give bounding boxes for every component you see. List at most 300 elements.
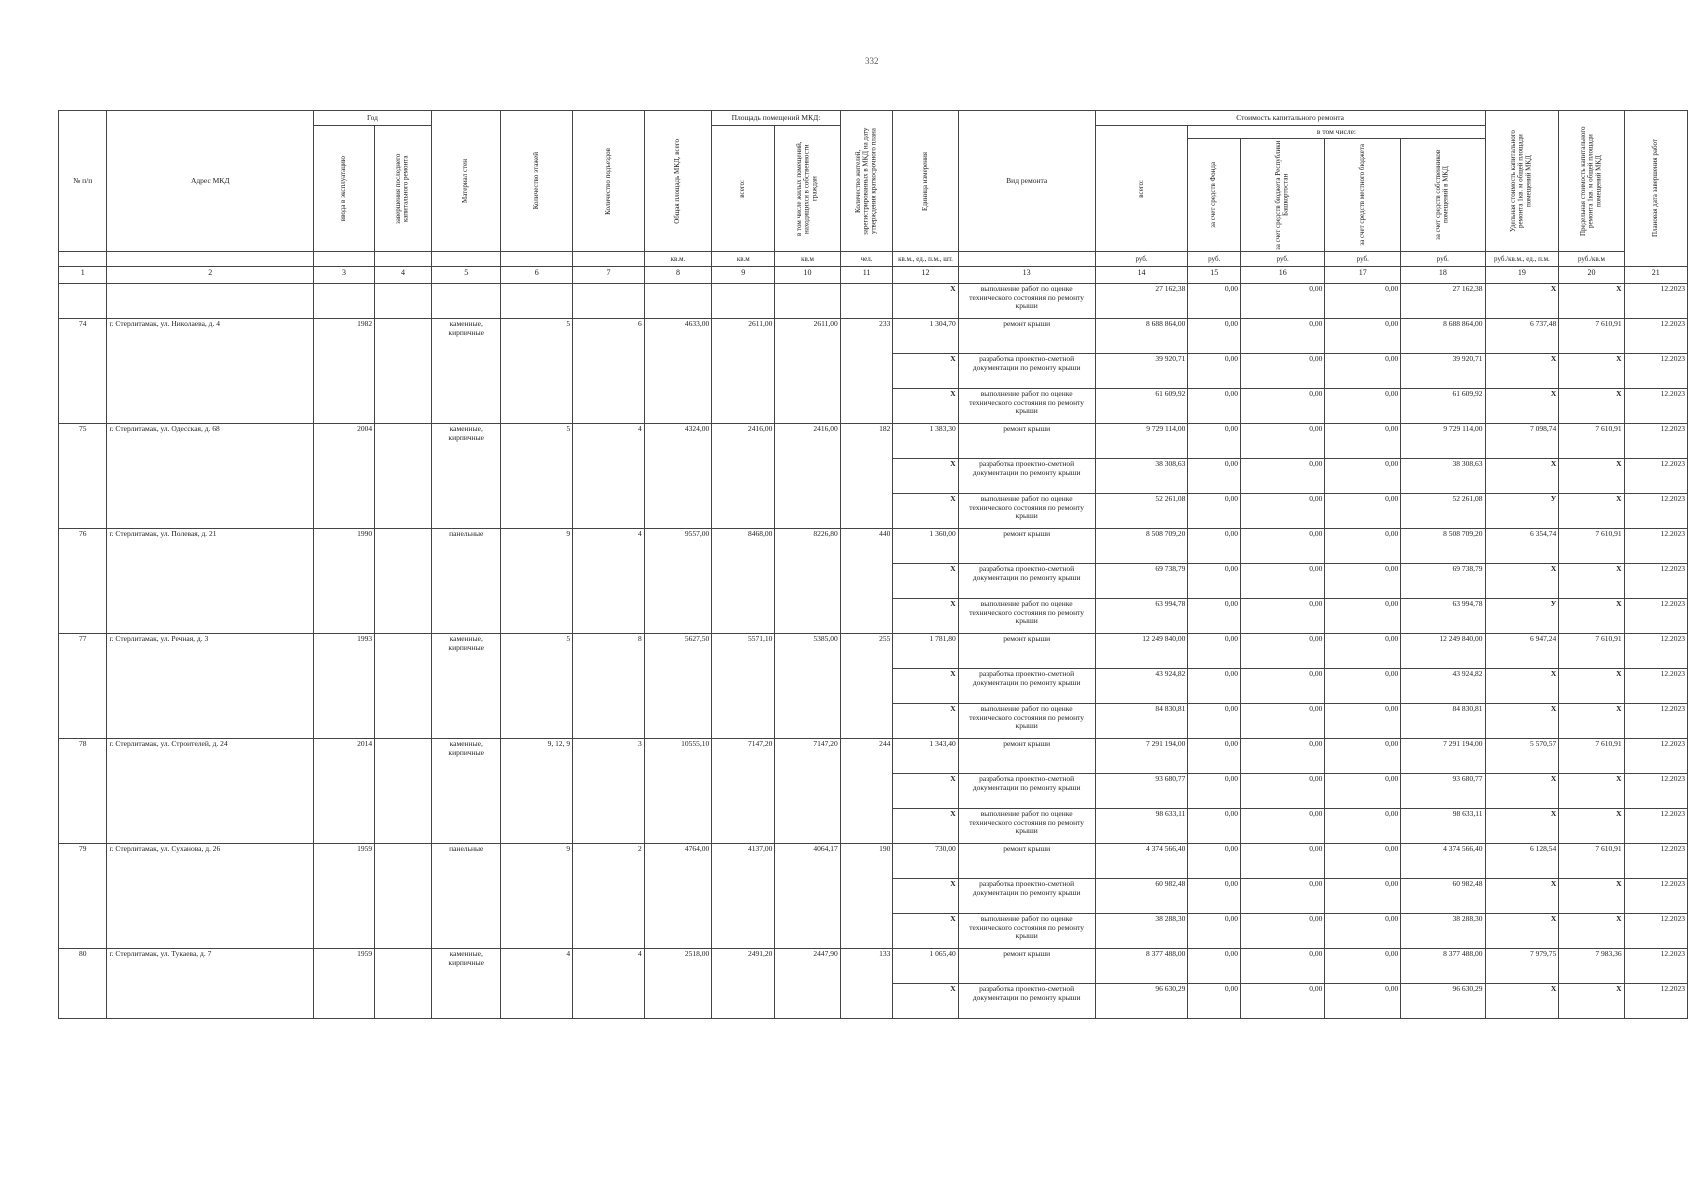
premises-area-cell: 4137,00 — [712, 844, 775, 949]
cost-republic-cell: 0,00 — [1241, 844, 1325, 879]
cost-fund-cell: 0,00 — [1188, 774, 1241, 809]
cost-owners-cell: 63 994,78 — [1401, 599, 1485, 634]
table-row — [59, 319, 1688, 354]
header-total-area: Общая площадь МКД, всего — [673, 138, 682, 224]
year-cell: 1993 — [313, 634, 374, 739]
last-repair-cell — [375, 319, 432, 424]
plan-date-cell: 12.2023 — [1624, 424, 1687, 459]
specific-cost-cell: 6 354,74 — [1485, 529, 1559, 564]
quantity-cell: 1 304,70 — [893, 319, 958, 354]
cost-owners-cell: 84 830,81 — [1401, 704, 1485, 739]
last-repair-cell — [375, 949, 432, 1019]
entrances-cell: 4 — [573, 424, 645, 529]
residents-cell: 182 — [840, 424, 893, 529]
header-material: Материал стен — [461, 159, 470, 203]
specific-cost-cell: X — [1485, 284, 1559, 319]
work-type-cell: разработка проектно-сметной документации по ремонту крыши — [958, 354, 1095, 389]
work-type-cell: разработка проектно-сметной документации по ремонту крыши — [958, 669, 1095, 704]
cost-fund-cell: 0,00 — [1188, 669, 1241, 704]
cost-total-cell: 8 688 864,00 — [1095, 319, 1188, 354]
row-number-cell: 78 — [59, 739, 107, 844]
total-area-cell: 4324,00 — [644, 424, 711, 529]
capital-repair-table — [58, 110, 1688, 1019]
cost-local-cell: 0,00 — [1325, 669, 1401, 704]
cost-total-cell: 61 609,92 — [1095, 389, 1188, 424]
header-year-commission: ввода в эксплуатацию — [339, 155, 348, 222]
cost-fund-cell: 0,00 — [1188, 914, 1241, 949]
plan-date-cell: 12.2023 — [1624, 984, 1687, 1019]
x-mark: X — [893, 599, 958, 634]
cost-republic-cell: 0,00 — [1241, 599, 1325, 634]
quantity-cell: 1 781,80 — [893, 634, 958, 669]
cost-fund-cell: 0,00 — [1188, 354, 1241, 389]
work-type-cell: ремонт крыши — [958, 529, 1095, 564]
year-cell: 1959 — [313, 844, 374, 949]
residents-cell: 440 — [840, 529, 893, 634]
quantity-cell: 1 383,30 — [893, 424, 958, 459]
year-cell: 1959 — [313, 949, 374, 1019]
row-number-cell: 75 — [59, 424, 107, 529]
year-cell: 1990 — [313, 529, 374, 634]
cost-local-cell: 0,00 — [1325, 354, 1401, 389]
x-mark: X — [893, 354, 958, 389]
column-number: 18 — [1401, 267, 1485, 284]
specific-cost-cell: У — [1485, 599, 1559, 634]
cost-total-cell: 43 924,82 — [1095, 669, 1188, 704]
cost-fund-cell: 0,00 — [1188, 494, 1241, 529]
column-number: 16 — [1241, 267, 1325, 284]
premises-area-cell: 2611,00 — [712, 319, 775, 424]
cost-total-cell: 69 738,79 — [1095, 564, 1188, 599]
cost-total-cell: 39 920,71 — [1095, 354, 1188, 389]
total-area-cell: 2518,00 — [644, 949, 711, 1019]
max-cost-cell: X — [1559, 459, 1624, 494]
work-type-cell: выполнение работ по оценке технического состояния по ремонту крыши — [958, 389, 1095, 424]
residential-area-cell: 2447,90 — [775, 949, 840, 1019]
x-mark: X — [893, 704, 958, 739]
header-cost: Стоимость капитального ремонта — [1095, 111, 1485, 126]
max-cost-cell: X — [1559, 599, 1624, 634]
cost-owners-cell: 39 920,71 — [1401, 354, 1485, 389]
header-work-type: Вид ремонта — [958, 111, 1095, 252]
unit-c17: руб. — [1325, 252, 1401, 267]
unit-c18: руб. — [1401, 252, 1485, 267]
cost-local-cell: 0,00 — [1325, 319, 1401, 354]
specific-cost-cell: X — [1485, 879, 1559, 914]
residential-area-cell: 8226,80 — [775, 529, 840, 634]
floors-cell: 9, 12, 9 — [501, 739, 573, 844]
column-number: 6 — [501, 267, 573, 284]
residential-area-cell: 4064,17 — [775, 844, 840, 949]
residential-area-cell: 7147,20 — [775, 739, 840, 844]
plan-date-cell: 12.2023 — [1624, 284, 1687, 319]
cost-total-cell: 84 830,81 — [1095, 704, 1188, 739]
column-number: 1 — [59, 267, 107, 284]
column-number: 2 — [107, 267, 314, 284]
cost-local-cell: 0,00 — [1325, 704, 1401, 739]
cost-local-cell: 0,00 — [1325, 529, 1401, 564]
work-type-cell: ремонт крыши — [958, 319, 1095, 354]
entrances-cell: 2 — [573, 844, 645, 949]
header-premises-total: всего: — [738, 179, 747, 198]
address-cell: г. Стерлитамак, ул. Тукаева, д. 7 — [107, 949, 314, 1019]
cost-owners-cell: 7 291 194,00 — [1401, 739, 1485, 774]
table-row — [59, 949, 1688, 984]
cost-fund-cell: 0,00 — [1188, 459, 1241, 494]
work-type-cell: разработка проектно-сметной документации по ремонту крыши — [958, 774, 1095, 809]
unit-c9: кв.м — [712, 252, 775, 267]
quantity-cell: 1 065,40 — [893, 949, 958, 984]
header-max-cost: Предельная стоимость капитального ремонта 1кв. м общей площади помещений МКД — [1578, 126, 1603, 236]
cost-local-cell: 0,00 — [1325, 949, 1401, 984]
unit-c19: руб./кв.м., ед., п.м. — [1485, 252, 1559, 267]
work-type-cell: выполнение работ по оценке технического состояния по ремонту крыши — [958, 914, 1095, 949]
cost-local-cell: 0,00 — [1325, 389, 1401, 424]
x-mark: X — [893, 564, 958, 599]
max-cost-cell: 7 610,91 — [1559, 739, 1624, 774]
cost-total-cell: 38 308,63 — [1095, 459, 1188, 494]
cost-fund-cell: 0,00 — [1188, 389, 1241, 424]
cost-total-cell: 12 249 840,00 — [1095, 634, 1188, 669]
quantity-cell: 1 360,00 — [893, 529, 958, 564]
cost-local-cell: 0,00 — [1325, 459, 1401, 494]
plan-date-cell: 12.2023 — [1624, 914, 1687, 949]
cost-republic-cell: 0,00 — [1241, 634, 1325, 669]
cost-owners-cell: 60 982,48 — [1401, 879, 1485, 914]
cost-total-cell: 7 291 194,00 — [1095, 739, 1188, 774]
header-year-last-repair: завершения последнего капитального ремонта — [394, 153, 410, 224]
cost-fund-cell: 0,00 — [1188, 529, 1241, 564]
column-number: 11 — [840, 267, 893, 284]
total-area-cell: 4764,00 — [644, 844, 711, 949]
max-cost-cell: 7 610,91 — [1559, 319, 1624, 354]
max-cost-cell: 7 610,91 — [1559, 634, 1624, 669]
table-row — [59, 424, 1688, 459]
specific-cost-cell: 5 570,57 — [1485, 739, 1559, 774]
specific-cost-cell: X — [1485, 914, 1559, 949]
x-mark: X — [893, 669, 958, 704]
year-cell: 2004 — [313, 424, 374, 529]
unit-c11: чел. — [840, 252, 893, 267]
specific-cost-cell: X — [1485, 984, 1559, 1019]
specific-cost-cell: X — [1485, 669, 1559, 704]
residents-cell: 255 — [840, 634, 893, 739]
cost-local-cell: 0,00 — [1325, 809, 1401, 844]
plan-date-cell: 12.2023 — [1624, 564, 1687, 599]
address-cell: г. Стерлитамак, ул. Речная, д. 3 — [107, 634, 314, 739]
max-cost-cell: X — [1559, 389, 1624, 424]
specific-cost-cell: X — [1485, 459, 1559, 494]
cost-total-cell: 4 374 566,40 — [1095, 844, 1188, 879]
cost-republic-cell: 0,00 — [1241, 879, 1325, 914]
cost-local-cell: 0,00 — [1325, 984, 1401, 1019]
cost-owners-cell: 8 688 864,00 — [1401, 319, 1485, 354]
header-specific-cost: Удельная стоимость капитального ремонта 1кв. м общей площади помещений МКД — [1509, 130, 1533, 232]
header-plan-date: Плановая дата завершения работ — [1650, 139, 1659, 238]
address-cell: г. Стерлитамак, ул. Одесская, д. 68 — [107, 424, 314, 529]
header-unit: Единица измерения — [920, 151, 929, 211]
floors-cell: 5 — [501, 634, 573, 739]
row-number-cell: 77 — [59, 634, 107, 739]
unit-c8: кв.м. — [644, 252, 711, 267]
cost-republic-cell: 0,00 — [1241, 774, 1325, 809]
cost-owners-cell: 9 729 114,00 — [1401, 424, 1485, 459]
column-number: 3 — [313, 267, 374, 284]
header-cost-fund: за счет средств Фонда — [1209, 162, 1218, 228]
cost-total-cell: 8 377 488,00 — [1095, 949, 1188, 984]
specific-cost-cell: 6 947,24 — [1485, 634, 1559, 669]
max-cost-cell: X — [1559, 914, 1624, 949]
unit-c15: руб. — [1188, 252, 1241, 267]
cost-owners-cell: 38 288,30 — [1401, 914, 1485, 949]
cost-fund-cell: 0,00 — [1188, 564, 1241, 599]
cost-local-cell: 0,00 — [1325, 284, 1401, 319]
cost-total-cell: 63 994,78 — [1095, 599, 1188, 634]
cost-republic-cell: 0,00 — [1241, 949, 1325, 984]
x-mark: X — [893, 389, 958, 424]
header-cost-republic: за счет средств бюджета Республики Башкортостан — [1274, 140, 1290, 250]
column-number: 19 — [1485, 267, 1559, 284]
x-mark: X — [893, 459, 958, 494]
material-cell: панельные — [431, 529, 501, 634]
column-number: 4 — [375, 267, 432, 284]
last-repair-cell — [375, 844, 432, 949]
header-address: Адрес МКД — [107, 111, 314, 252]
work-type-cell: выполнение работ по оценке технического состояния по ремонту крыши — [958, 809, 1095, 844]
cost-fund-cell: 0,00 — [1188, 809, 1241, 844]
cost-fund-cell: 0,00 — [1188, 319, 1241, 354]
address-cell: г. Стерлитамак, ул. Суханова, д. 26 — [107, 844, 314, 949]
work-type-cell: разработка проектно-сметной документации по ремонту крыши — [958, 984, 1095, 1019]
cost-total-cell: 38 288,30 — [1095, 914, 1188, 949]
floors-cell: 4 — [501, 949, 573, 1019]
cost-local-cell: 0,00 — [1325, 599, 1401, 634]
cost-owners-cell: 8 508 709,20 — [1401, 529, 1485, 564]
work-type-cell: ремонт крыши — [958, 739, 1095, 774]
premises-area-cell: 8468,00 — [712, 529, 775, 634]
column-number: 20 — [1559, 267, 1624, 284]
year-cell: 2014 — [313, 739, 374, 844]
cost-republic-cell: 0,00 — [1241, 319, 1325, 354]
max-cost-cell: 7 610,91 — [1559, 529, 1624, 564]
max-cost-cell: X — [1559, 284, 1624, 319]
material-cell: каменные, кирпичные — [431, 319, 501, 424]
column-number: 9 — [712, 267, 775, 284]
specific-cost-cell: X — [1485, 774, 1559, 809]
cost-republic-cell: 0,00 — [1241, 914, 1325, 949]
cost-fund-cell: 0,00 — [1188, 984, 1241, 1019]
cost-fund-cell: 0,00 — [1188, 879, 1241, 914]
specific-cost-cell: 7 098,74 — [1485, 424, 1559, 459]
cost-local-cell: 0,00 — [1325, 739, 1401, 774]
x-mark: X — [893, 494, 958, 529]
header-including: в том числе: — [1188, 126, 1485, 139]
last-repair-cell — [375, 634, 432, 739]
header-premises-area: Площадь помещений МКД: — [712, 111, 841, 126]
max-cost-cell: X — [1559, 564, 1624, 599]
cost-fund-cell: 0,00 — [1188, 634, 1241, 669]
cost-owners-cell: 4 374 566,40 — [1401, 844, 1485, 879]
cost-local-cell: 0,00 — [1325, 494, 1401, 529]
x-mark: X — [893, 914, 958, 949]
work-type-cell: разработка проектно-сметной документации по ремонту крыши — [958, 564, 1095, 599]
floors-cell: 5 — [501, 424, 573, 529]
column-number: 21 — [1624, 267, 1687, 284]
specific-cost-cell: X — [1485, 809, 1559, 844]
column-number: 5 — [431, 267, 501, 284]
max-cost-cell: 7 983,36 — [1559, 949, 1624, 984]
work-type-cell: выполнение работ по оценке технического состояния по ремонту крыши — [958, 704, 1095, 739]
max-cost-cell: X — [1559, 774, 1624, 809]
address-cell: г. Стерлитамак, ул. Николаева, д. 4 — [107, 319, 314, 424]
cost-total-cell: 27 162,38 — [1095, 284, 1188, 319]
x-mark: X — [893, 774, 958, 809]
cost-republic-cell: 0,00 — [1241, 424, 1325, 459]
max-cost-cell: 7 610,91 — [1559, 844, 1624, 879]
floors-cell: 9 — [501, 529, 573, 634]
plan-date-cell: 12.2023 — [1624, 739, 1687, 774]
page-number: 332 — [865, 56, 879, 66]
cost-total-cell: 98 633,11 — [1095, 809, 1188, 844]
header-entrances: Количество подъездов — [603, 147, 612, 215]
cost-total-cell: 52 261,08 — [1095, 494, 1188, 529]
address-cell: г. Стерлитамак, ул. Строителей, д. 24 — [107, 739, 314, 844]
column-number: 10 — [775, 267, 840, 284]
work-type-cell: разработка проектно-сметной документации по ремонту крыши — [958, 459, 1095, 494]
material-cell: панельные — [431, 844, 501, 949]
header-premises-residents: в том числе жилых помещений, находящихся в собственности граждан — [795, 141, 819, 236]
row-number-cell: 80 — [59, 949, 107, 1019]
cost-republic-cell: 0,00 — [1241, 564, 1325, 599]
plan-date-cell: 12.2023 — [1624, 949, 1687, 984]
cost-owners-cell: 61 609,92 — [1401, 389, 1485, 424]
row-number-cell: 74 — [59, 319, 107, 424]
entrances-cell: 6 — [573, 319, 645, 424]
cost-owners-cell: 8 377 488,00 — [1401, 949, 1485, 984]
specific-cost-cell: У — [1485, 494, 1559, 529]
cost-republic-cell: 0,00 — [1241, 284, 1325, 319]
entrances-cell: 4 — [573, 949, 645, 1019]
row-number-cell: 76 — [59, 529, 107, 634]
specific-cost-cell: 6 128,54 — [1485, 844, 1559, 879]
premises-area-cell: 2491,20 — [712, 949, 775, 1019]
plan-date-cell: 12.2023 — [1624, 529, 1687, 564]
column-number: 17 — [1325, 267, 1401, 284]
quantity-cell: 730,00 — [893, 844, 958, 879]
cost-local-cell: 0,00 — [1325, 844, 1401, 879]
premises-area-cell: 2416,00 — [712, 424, 775, 529]
cost-republic-cell: 0,00 — [1241, 494, 1325, 529]
max-cost-cell: X — [1559, 984, 1624, 1019]
cost-local-cell: 0,00 — [1325, 914, 1401, 949]
cost-fund-cell: 0,00 — [1188, 704, 1241, 739]
cost-owners-cell: 69 738,79 — [1401, 564, 1485, 599]
cost-republic-cell: 0,00 — [1241, 669, 1325, 704]
header-year: Год — [313, 111, 431, 126]
material-cell: каменные, кирпичные — [431, 424, 501, 529]
total-area-cell: 9557,00 — [644, 529, 711, 634]
year-cell: 1982 — [313, 319, 374, 424]
max-cost-cell: X — [1559, 879, 1624, 914]
cost-republic-cell: 0,00 — [1241, 704, 1325, 739]
residential-area-cell: 2416,00 — [775, 424, 840, 529]
residents-cell: 244 — [840, 739, 893, 844]
residents-cell: 133 — [840, 949, 893, 1019]
premises-area-cell: 7147,20 — [712, 739, 775, 844]
total-area-cell: 10555,10 — [644, 739, 711, 844]
unit-c16: руб. — [1241, 252, 1325, 267]
residents-cell: 190 — [840, 844, 893, 949]
material-cell: каменные, кирпичные — [431, 739, 501, 844]
column-number: 12 — [893, 267, 958, 284]
material-cell: каменные, кирпичные — [431, 949, 501, 1019]
x-mark: X — [893, 809, 958, 844]
column-number: 8 — [644, 267, 711, 284]
work-type-cell: разработка проектно-сметной документации по ремонту крыши — [958, 879, 1095, 914]
row-number-cell: 79 — [59, 844, 107, 949]
cost-republic-cell: 0,00 — [1241, 354, 1325, 389]
cost-total-cell: 93 680,77 — [1095, 774, 1188, 809]
residents-cell: 233 — [840, 319, 893, 424]
cost-total-cell: 8 508 709,20 — [1095, 529, 1188, 564]
plan-date-cell: 12.2023 — [1624, 844, 1687, 879]
table-row — [59, 529, 1688, 564]
cost-republic-cell: 0,00 — [1241, 809, 1325, 844]
column-number: 15 — [1188, 267, 1241, 284]
table-row — [59, 739, 1688, 774]
cost-local-cell: 0,00 — [1325, 424, 1401, 459]
total-area-cell: 4633,00 — [644, 319, 711, 424]
cost-republic-cell: 0,00 — [1241, 459, 1325, 494]
cost-total-cell: 60 982,48 — [1095, 879, 1188, 914]
max-cost-cell: X — [1559, 809, 1624, 844]
cost-owners-cell: 93 680,77 — [1401, 774, 1485, 809]
max-cost-cell: 7 610,91 — [1559, 424, 1624, 459]
specific-cost-cell: X — [1485, 704, 1559, 739]
cost-fund-cell: 0,00 — [1188, 844, 1241, 879]
plan-date-cell: 12.2023 — [1624, 809, 1687, 844]
cost-owners-cell: 12 249 840,00 — [1401, 634, 1485, 669]
plan-date-cell: 12.2023 — [1624, 774, 1687, 809]
plan-date-cell: 12.2023 — [1624, 354, 1687, 389]
max-cost-cell: X — [1559, 354, 1624, 389]
cost-fund-cell: 0,00 — [1188, 949, 1241, 984]
cost-owners-cell: 98 633,11 — [1401, 809, 1485, 844]
residential-area-cell: 5385,00 — [775, 634, 840, 739]
column-number: 7 — [573, 267, 645, 284]
plan-date-cell: 12.2023 — [1624, 494, 1687, 529]
cost-local-cell: 0,00 — [1325, 564, 1401, 599]
carry-over-row — [59, 284, 1688, 319]
material-cell: каменные, кирпичные — [431, 634, 501, 739]
column-number-row — [59, 267, 1688, 284]
address-cell: г. Стерлитамак, ул. Полевая, д. 21 — [107, 529, 314, 634]
unit-c12: кв.м., ед., п.м., шт. — [893, 252, 958, 267]
specific-cost-cell: 6 737,48 — [1485, 319, 1559, 354]
premises-area-cell: 5571,10 — [712, 634, 775, 739]
plan-date-cell: 12.2023 — [1624, 879, 1687, 914]
cost-owners-cell: 38 308,63 — [1401, 459, 1485, 494]
work-type-cell: выполнение работ по оценке технического состояния по ремонту крыши — [958, 284, 1095, 319]
cost-owners-cell: 96 630,29 — [1401, 984, 1485, 1019]
max-cost-cell: X — [1559, 704, 1624, 739]
max-cost-cell: X — [1559, 669, 1624, 704]
specific-cost-cell: X — [1485, 564, 1559, 599]
table-body — [59, 267, 1688, 1019]
floors-cell: 5 — [501, 319, 573, 424]
specific-cost-cell: 7 979,75 — [1485, 949, 1559, 984]
residential-area-cell: 2611,00 — [775, 319, 840, 424]
